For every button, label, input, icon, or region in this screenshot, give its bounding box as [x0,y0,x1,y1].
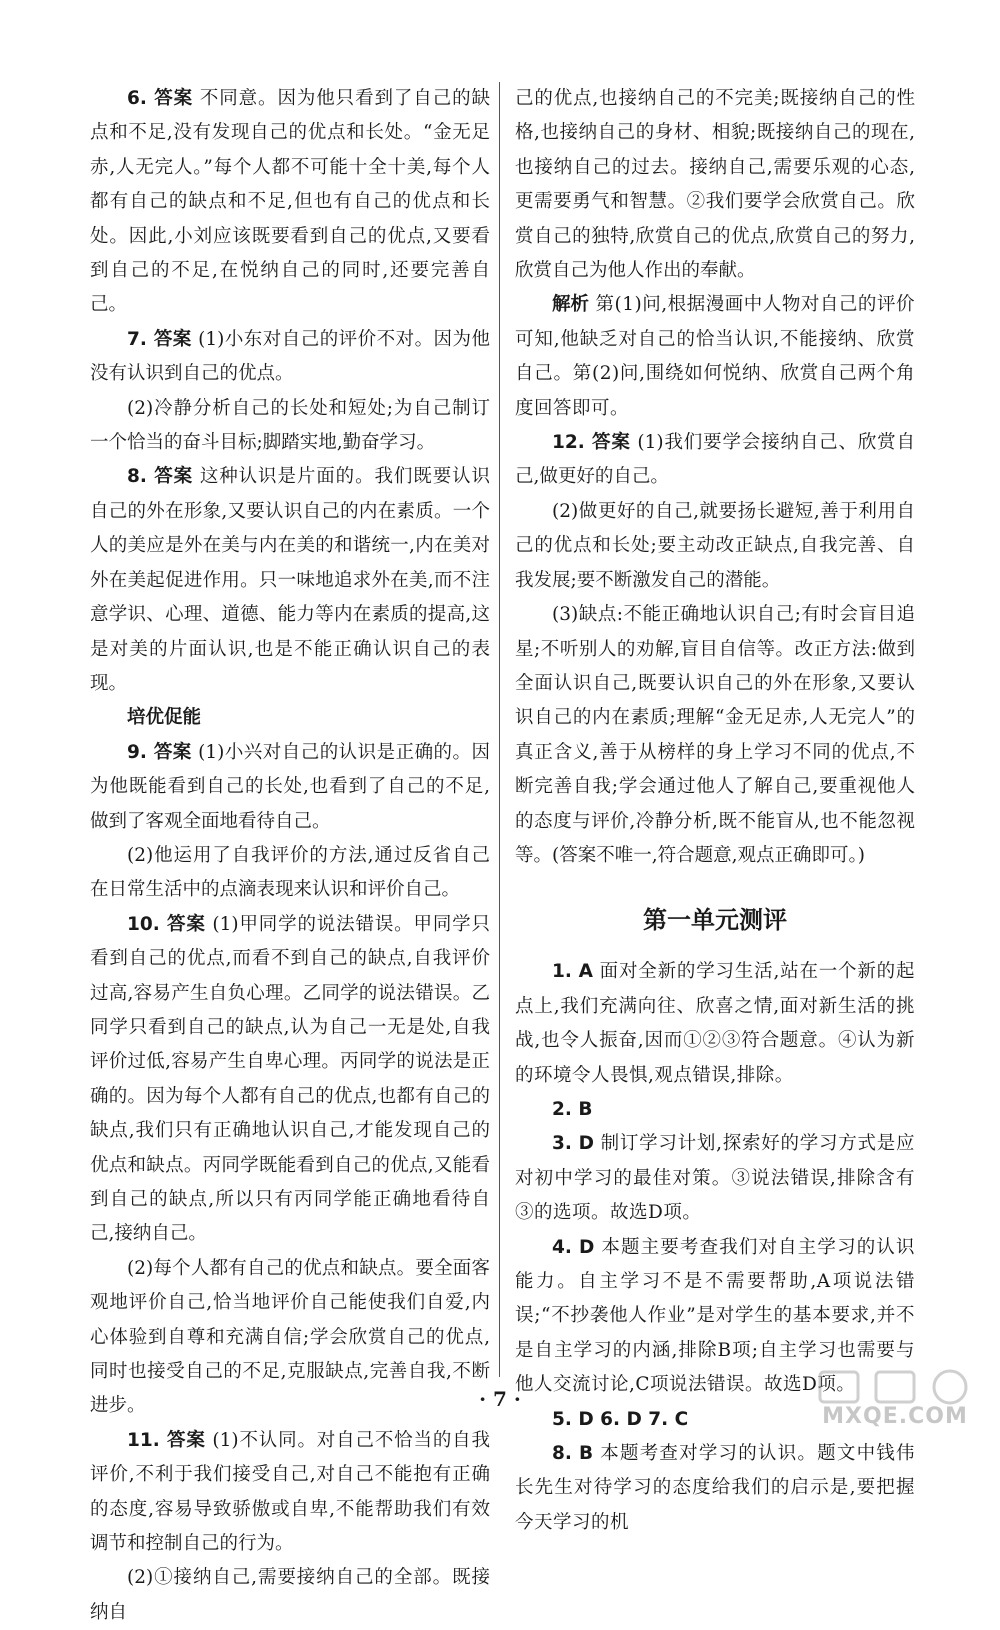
answer-paragraph [515,598,915,873]
answer-label: 11. 答案 [127,1429,206,1451]
answer-paragraph [515,1093,915,1127]
answer-text: (2)他运用了自我评价的方法,通过反省自己在日常生活中的点滴表现来认识和评价自己。 [90,844,490,901]
answer-text: 本题考查对学习的认识。题文中钱伟长先生对待学习的态度给我们的启示是,要把握今天学习的机 [515,1443,915,1533]
answer-text: (1)甲同学的说法错误。甲同学只看到自己的优点,而看不到自己的缺点,自我评价过高,容易产生自负心理。乙同学的说法错误。乙同学只看到自己的缺点,认为自己一无是处,自我评价过低,容易产生自卑心理。丙同学的说法是正确的。因为每个人都有自己的优点,也都有自己的缺点,我们只有正确地认识自己,才能发现自己的优点和缺点。丙同学既能看到自己的优点,又能看到自己的缺点,所以只有丙同学能正确地看待自己,接纳自己。 [90,913,490,1245]
answer-text: (1)小兴对自己的认识是正确的。因为他既能看到自己的长处,也看到了自己的不足,做到了客观全面地看待自己。 [90,741,491,832]
answer-text: 不同意。因为他只看到了自己的缺点和不足,没有发现自己的优点和长处。“金无足赤,人无完人。”每个人都不可能十全十美,每个人都有自己的缺点和不足,但也有自己的优点和长处。因此,小刘应该既要看到自己的优点,又要看到自己的不足,在悦纳自己的同时,还要完善自己。 [90,88,490,316]
answer-label: 6. 答案 [127,88,194,109]
answer-label: 2. B [552,1098,593,1120]
answer-label: 9. 答案 [127,741,192,763]
answer-text: (1)小东对自己的评价不对。因为他没有认识到自己的优点。 [90,328,491,385]
section-heading: 培优促能 [127,707,202,729]
answer-text: (1)我们要学会接纳自己、欣赏自己,做更好的自己。 [515,432,915,488]
answer-text: (2)每个人都有自己的优点和缺点。要全面客观地评价自己,恰当地评价自己能使我们自爱,内心体验到自尊和充满自信;学会欣赏自己的优点,同时也接受自己的不足,克服缺点,完善自我,不断进步。 [90,1257,490,1417]
answer-label: 解析 [552,294,590,316]
answer-text: (2)①接纳自己,需要接纳自己的全部。既接纳自 [90,1567,490,1623]
answer-text: (2)做更好的自己,就要扬长避短,善于利用自己的优点和长处;要主动改正缺点,自我完善、自我发展;要不断激发自己的潜能。 [515,500,915,591]
right-column [515,82,915,1540]
answer-text: (2)冷静分析自己的长处和短处;为自己制订一个恰当的奋斗目标;脚踏实地,勤奋学习。 [90,397,490,454]
answer-label: 3. D [552,1133,594,1155]
answer-text: (1)不认同。对自己不恰当的自我评价,不利于我们接受自己,对自己不能抱有正确的态度,容易导致骄傲或自卑,不能帮助我们有效调节和控制自己的行为。 [90,1429,490,1555]
answer-label: 10. 答案 [127,913,206,935]
answer-paragraph [90,908,490,1252]
answer-text: 本题主要考查我们对自主学习的认识能力。自主学习不是不需要帮助,A项说法错误;“不抄袭他人作业”是对学生的基本要求,并不是自主学习的内涵,排除B项;自主学习也需要与他人交流讨论,C项说法错误。故选D项。 [515,1236,915,1396]
answer-paragraph [515,288,915,426]
answer-paragraph [90,460,490,701]
page-number: · 7 · [479,1387,521,1411]
answer-paragraph [90,1424,490,1562]
answer-label: 12. 答案 [552,432,631,454]
answer-label: 4. D [552,1236,595,1258]
answer-label: 8. B [552,1443,594,1465]
answer-paragraph [90,839,490,908]
unit-test-title: 第一单元测评 [643,906,787,935]
answer-label: 8. 答案 [127,466,194,488]
answer-label: 1. A [552,961,593,983]
watermark-graphic-icon [800,1368,990,1408]
answer-text: 制订学习计划,探索好的学习方式是应对初中学习的最佳对策。③说法错误,排除含有③的选项。故选D项。 [515,1133,915,1224]
answer-label: 7. 答案 [127,328,192,350]
answer-paragraph [515,1437,915,1540]
answer-text: 面对全新的学习生活,站在一个新的起点上,我们充满向往、欣喜之情,面对新生活的挑战,也令人振奋,因而①②③符合题意。④认为新的环境令人畏惧,观点错误,排除。 [515,961,915,1086]
watermark-url: MXQE.COM [822,1404,968,1429]
answer-paragraph [515,1127,915,1230]
answer-paragraph [90,1561,490,1630]
answer-paragraph [515,426,915,495]
answer-paragraph [515,495,915,598]
answer-paragraph [515,955,915,1093]
column-divider [499,82,500,1377]
answer-text: 第(1)问,根据漫画中人物对自己的评价可知,他缺乏对自己的恰当认识,不能接纳、欣赏自己。第(2)问,围绕如何悦纳、欣赏自己两个角度回答即可。 [515,294,915,419]
answer-paragraph [90,736,490,839]
answer-paragraph: 己的优点,也接纳自己的不完美;既接纳自己的性格,也接纳自己的身材、相貌;既接纳自己的现在,也接纳自己的过去。接纳自己,需要乐观的心态,更需要勇气和智慧。②我们要学会欣赏自己。欣赏自己的独特,欣赏自己的优点,欣赏自己的努力,欣赏自己为他人作出的奉献。 [515,88,915,282]
answer-text: 这种认识是片面的。我们既要认识自己的外在形象,又要认识自己的内在素质。一个人的美应是外在美与内在美的和谐统一,内在美对外在美起促进作用。只一味地追求外在美,而不注意学识、心理、道德、能力等内在素质的提高,这是对美的片面认识,也是不能正确认识自己的表现。 [90,466,490,694]
answer-paragraph [90,82,490,323]
answer-text: (3)缺点:不能正确地认识自己;有时会盲目追星;不听别人的劝解,盲目自信等。改正方法:做到全面认识自己,既要认识自己的外在形象,又要认识自己的内在素质;理解“金无足赤,人无完人”的真正含义,善于从榜样的身上学习不同的优点,不断完善自我;学会通过他人了解自己,要重视他人的态度与评价,冷静分析,既不能盲从,也不能忽视等。(答案不唯一,符合题意,观点正确即可。) [515,604,915,866]
answer-paragraph [90,392,490,461]
watermark-logo [800,1368,990,1432]
answer-paragraph [90,323,490,392]
answer-label: 5. D 6. D 7. C [552,1408,689,1430]
